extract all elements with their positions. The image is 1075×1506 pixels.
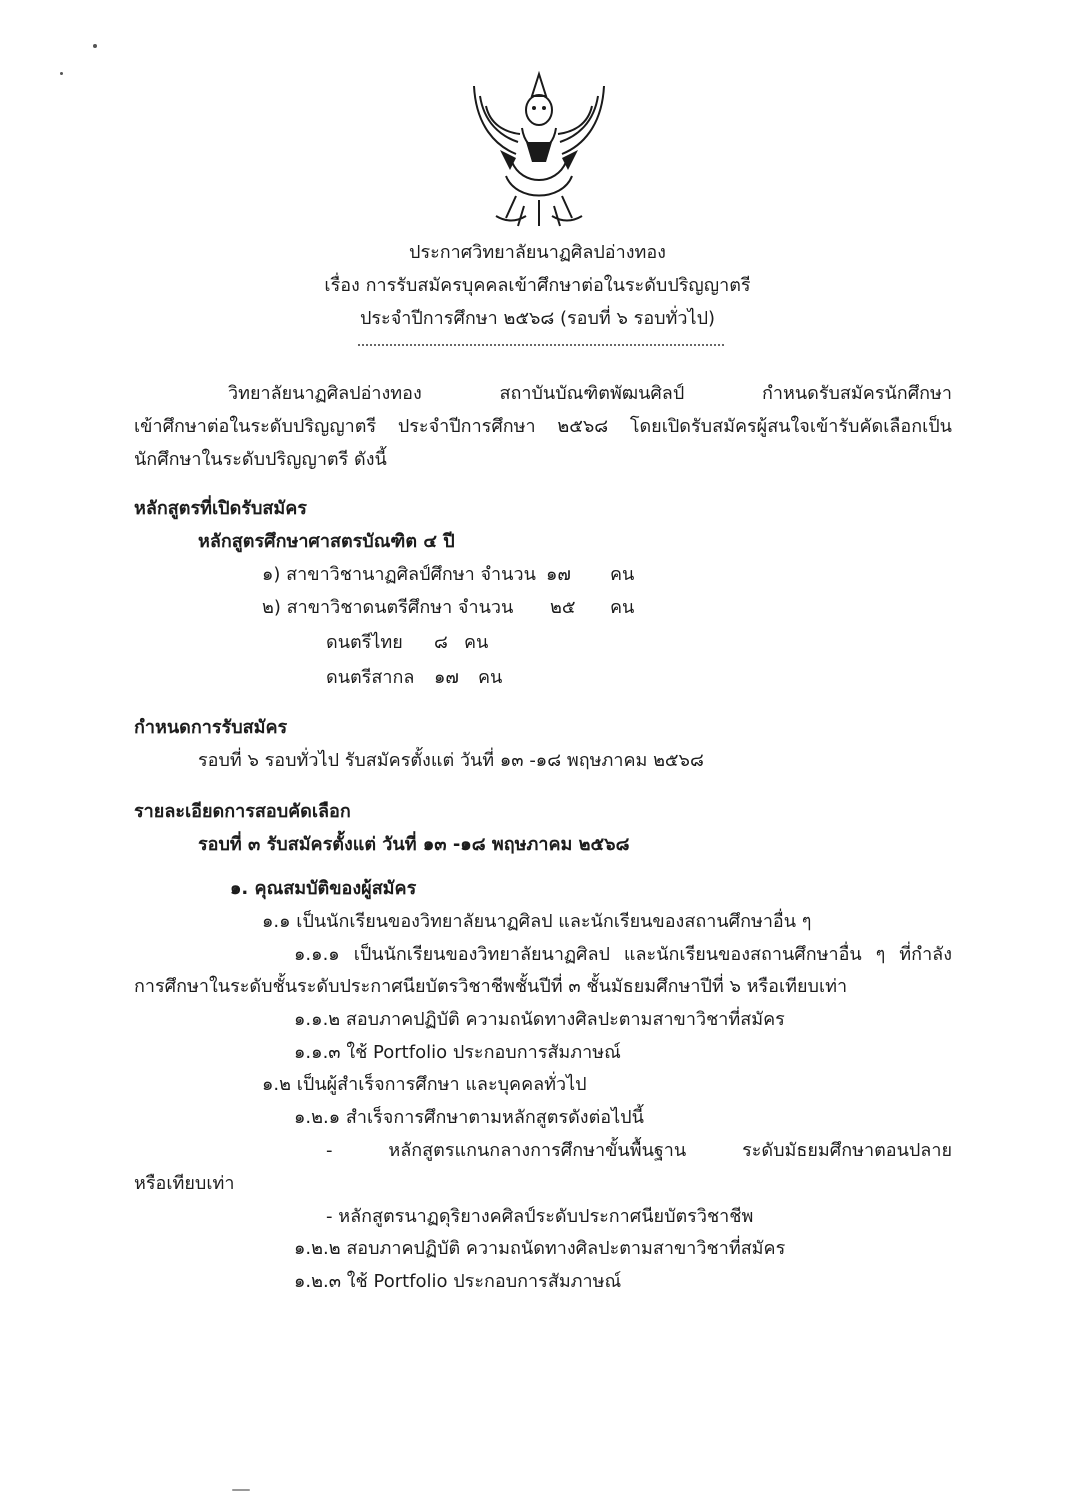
sub-thai-music-count: ๘	[434, 632, 448, 653]
qual-1-1-1-line-1: ๑.๑.๑ เป็นนักเรียนของวิทยาลัยนาฏศิลป และนักเรียนของสถานศึกษาอื่น ๆ ที่กำลัง	[294, 944, 952, 965]
intro-line-1: วิทยาลัยนาฏศิลปอ่างทอง สถาบันบัณฑิตพัฒนศิลป์ กำหนดรับสมัครนักศึกษา	[228, 383, 952, 404]
schedule-heading: กำหนดการรับสมัคร	[134, 717, 288, 738]
announcement-year: ประจำปีการศึกษา ๒๕๖๘ (รอบที่ ๖ รอบทั่วไป)	[359, 308, 716, 329]
degree-title: หลักสูตรศึกษาศาสตรบัณฑิต ๔ ปี	[198, 531, 455, 552]
sub-western-music-count: ๑๗	[434, 667, 459, 688]
program-item-music-count: ๒๕	[550, 597, 576, 618]
program-item-dance-label: ๑) สาขาวิชานาฏศิลป์ศึกษา จำนวน	[262, 564, 536, 585]
schedule-text: รอบที่ ๖ รอบทั่วไป รับสมัครตั้งแต่ วันที่ ๑๓ -๑๘ พฤษภาคม ๒๕๖๘	[198, 750, 704, 771]
programs-heading: หลักสูตรที่เปิดรับสมัคร	[134, 498, 307, 519]
intro-line-2: เข้าศึกษาต่อในระดับปริญญาตรี ประจำปีการศึกษา ๒๕๖๘ โดยเปิดรับสมัครผู้สนใจเข้ารับคัดเลือกเป็น	[134, 416, 952, 437]
qual-1-1-2: ๑.๑.๒ สอบภาคปฏิบัติ ความถนัดทางศิลปะตามสาขาวิชาที่สมัคร	[294, 1009, 785, 1030]
announcement-subject: เรื่อง การรับสมัครบุคคลเข้าศึกษาต่อในระดับปริญญาตรี	[324, 275, 751, 296]
program-item-dance-unit: คน	[610, 564, 635, 585]
qual-1-2-1: ๑.๒.๑ สำเร็จการศึกษาตามหลักสูตรดังต่อไปนี้	[294, 1107, 644, 1128]
qual-1-1-3: ๑.๑.๓ ใช้ Portfolio ประกอบการสัมภาษณ์	[294, 1042, 621, 1063]
qual-1-1: ๑.๑ เป็นนักเรียนของวิทยาลัยนาฏศิลป และนักเรียนของสถานศึกษาอื่น ๆ	[262, 911, 812, 932]
intro-line-3: นักศึกษาในระดับปริญญาตรี ดังนี้	[134, 449, 387, 470]
program-item-dance-count: ๑๗	[546, 564, 571, 585]
qual-1-2: ๑.๒ เป็นผู้สำเร็จการศึกษา และบุคคลทั่วไป	[262, 1074, 587, 1095]
qual-1-2-2: ๑.๒.๒ สอบภาคปฏิบัติ ความถนัดทางศิลปะตามสาขาวิชาที่สมัคร	[294, 1238, 786, 1259]
garuda-emblem	[466, 66, 612, 230]
scan-speck	[60, 72, 63, 75]
qual-core-curriculum-line-1: - หลักสูตรแกนกลางการศึกษาขั้นพื้นฐาน ระดับมัธยมศึกษาตอนปลาย	[326, 1140, 952, 1161]
sub-western-music-label: ดนตรีสากล	[326, 667, 415, 688]
qual-1-2-3: ๑.๒.๓ ใช้ Portfolio ประกอบการสัมภาษณ์	[294, 1271, 622, 1292]
dotted-divider	[358, 344, 724, 346]
scan-speck	[93, 44, 97, 48]
sub-western-music-unit: คน	[478, 667, 503, 688]
announcement-title: ประกาศวิทยาลัยนาฏศิลปอ่างทอง	[409, 242, 666, 263]
sub-thai-music-label: ดนตรีไทย	[326, 632, 403, 653]
qual-core-curriculum-line-2: หรือเทียบเท่า	[134, 1173, 235, 1194]
program-item-music-label: ๒) สาขาวิชาดนตรีศึกษา จำนวน	[262, 597, 514, 618]
details-round: รอบที่ ๓ รับสมัครตั้งแต่ วันที่ ๑๓ -๑๘ พฤษภาคม ๒๕๖๘	[198, 834, 630, 855]
details-heading: รายละเอียดการสอบคัดเลือก	[134, 801, 351, 822]
program-item-music-unit: คน	[610, 597, 635, 618]
sub-thai-music-unit: คน	[464, 632, 489, 653]
qual-vocational-curriculum: - หลักสูตรนาฏดุริยางคศิลป์ระดับประกาศนียบัตรวิชาชีพ	[326, 1206, 754, 1227]
qualification-heading: ๑. คุณสมบัติของผู้สมัคร	[230, 878, 417, 899]
qual-1-1-1-line-2: การศึกษาในระดับชั้นระดับประกาศนียบัตรวิชาชีพชั้นปีที่ ๓ ชั้นมัธยมศึกษาปีที่ ๖ หรือเทียบเท่า	[134, 976, 848, 997]
scan-speck	[232, 1489, 250, 1491]
